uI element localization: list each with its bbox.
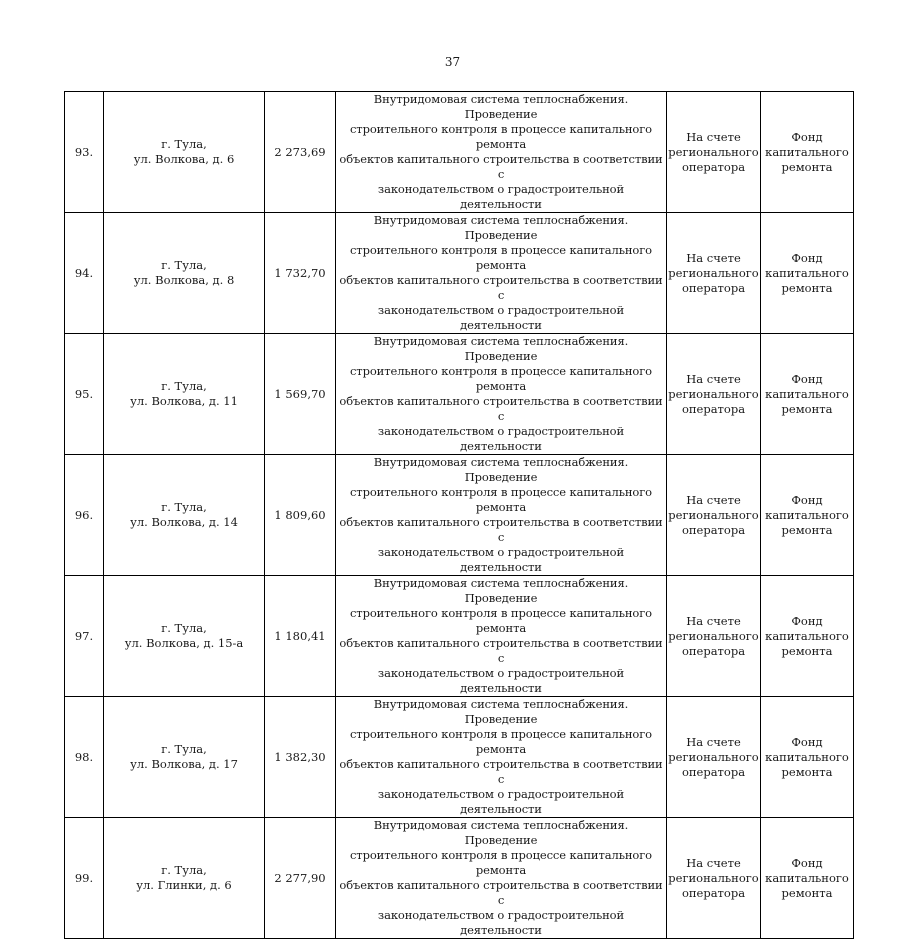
work-description-line: строительного контроля в процессе капитального ремонта: [349, 122, 653, 151]
address-street: ул. Волкова, д. 11: [130, 394, 238, 408]
row-number-cell: [65, 455, 104, 576]
address-street: ул. Волкова, д. 6: [133, 152, 235, 166]
account-holder-cell: [667, 213, 761, 334]
table-row: [65, 213, 854, 334]
address-city: г. Тула,: [161, 258, 207, 272]
table-row: [65, 818, 854, 939]
account-holder-line: регионального: [668, 144, 759, 159]
area-value: 1 569,70: [274, 386, 326, 401]
address-city: г. Тула,: [161, 500, 207, 514]
account-holder-line: регионального: [668, 507, 759, 522]
work-description-cell: [336, 92, 667, 213]
work-description-line: объектов капитального строительства в соответствии с: [339, 394, 663, 423]
address-cell: [104, 92, 265, 213]
area-value: 2 277,90: [274, 870, 326, 885]
funding-source-line: Фонд: [791, 250, 823, 265]
funding-source-line: капитального: [765, 144, 849, 159]
account-holder-line: На счете: [686, 734, 741, 749]
funding-source-line: ремонта: [781, 280, 833, 295]
account-holder-cell: [667, 92, 761, 213]
area-value: 1 180,41: [274, 628, 326, 643]
work-description-line: строительного контроля в процессе капитального ремонта: [349, 364, 653, 393]
table-row: [65, 697, 854, 818]
area-cell: [265, 213, 336, 334]
funding-source-cell: [761, 576, 854, 697]
address-cell: [104, 697, 265, 818]
table-row: [65, 334, 854, 455]
area-cell: [265, 576, 336, 697]
work-description-line: Внутридомовая система теплоснабжения. Проведение: [373, 576, 629, 605]
account-holder-line: оператора: [681, 401, 746, 416]
address-city: г. Тула,: [161, 379, 207, 393]
area-value: 1 382,30: [274, 749, 326, 764]
account-holder-line: оператора: [681, 643, 746, 658]
work-description-cell: [336, 576, 667, 697]
row-number-cell: [65, 92, 104, 213]
address-city: г. Тула,: [161, 137, 207, 151]
funding-source-line: Фонд: [791, 613, 823, 628]
work-description-cell: [336, 334, 667, 455]
work-description-line: объектов капитального строительства в соответствии с: [339, 515, 663, 544]
row-number: 93.: [74, 144, 94, 159]
row-number: 95.: [74, 386, 94, 401]
account-holder-cell: [667, 334, 761, 455]
area-cell: [265, 697, 336, 818]
funding-source-line: Фонд: [791, 734, 823, 749]
work-description-line: объектов капитального строительства в соответствии с: [339, 636, 663, 665]
table-row: [65, 576, 854, 697]
area-cell: [265, 455, 336, 576]
funding-source-line: Фонд: [791, 129, 823, 144]
funding-source-cell: [761, 334, 854, 455]
table-row: [65, 455, 854, 576]
account-holder-line: На счете: [686, 371, 741, 386]
account-holder-line: оператора: [681, 280, 746, 295]
work-description-line: Внутридомовая система теплоснабжения. Проведение: [373, 213, 629, 242]
funding-source-line: ремонта: [781, 401, 833, 416]
account-holder-line: регионального: [668, 870, 759, 885]
funding-source-line: ремонта: [781, 159, 833, 174]
work-description-line: законодательством о градостроительной деятельности: [377, 787, 625, 816]
row-number-cell: [65, 334, 104, 455]
work-description-cell: [336, 213, 667, 334]
work-description-line: строительного контроля в процессе капитального ремонта: [349, 606, 653, 635]
work-description-cell: [336, 697, 667, 818]
work-description-line: объектов капитального строительства в соответствии с: [339, 878, 663, 907]
funding-source-line: Фонд: [791, 855, 823, 870]
work-description-line: строительного контроля в процессе капитального ремонта: [349, 243, 653, 272]
work-description-line: законодательством о градостроительной деятельности: [377, 303, 625, 332]
funding-source-line: капитального: [765, 628, 849, 643]
work-description-line: объектов капитального строительства в соответствии с: [339, 757, 663, 786]
address-street: ул. Волкова, д. 14: [130, 515, 238, 529]
row-number-cell: [65, 697, 104, 818]
work-description-line: Внутридомовая система теплоснабжения. Проведение: [373, 697, 629, 726]
account-holder-line: регионального: [668, 749, 759, 764]
work-description-line: объектов капитального строительства в соответствии с: [339, 273, 663, 302]
work-description-line: законодательством о градостроительной деятельности: [377, 182, 625, 211]
work-description-line: законодательством о градостроительной деятельности: [377, 545, 625, 574]
area-value: 1 732,70: [274, 265, 326, 280]
account-holder-line: оператора: [681, 764, 746, 779]
address-city: г. Тула,: [161, 863, 207, 877]
account-holder-line: На счете: [686, 250, 741, 265]
funding-source-line: капитального: [765, 749, 849, 764]
account-holder-line: На счете: [686, 492, 741, 507]
account-holder-cell: [667, 576, 761, 697]
funding-source-line: ремонта: [781, 643, 833, 658]
address-street: ул. Волкова, д. 8: [133, 273, 235, 287]
work-description-line: законодательством о градостроительной деятельности: [377, 424, 625, 453]
table-row: [65, 92, 854, 213]
account-holder-line: регионального: [668, 628, 759, 643]
account-holder-line: регионального: [668, 386, 759, 401]
funding-source-line: Фонд: [791, 371, 823, 386]
page-number: 37: [444, 55, 461, 69]
address-cell: [104, 213, 265, 334]
account-holder-line: оператора: [681, 522, 746, 537]
address-street: ул. Волкова, д. 17: [130, 757, 238, 771]
funding-source-line: капитального: [765, 386, 849, 401]
area-cell: [265, 92, 336, 213]
address-cell: [104, 818, 265, 939]
area-cell: [265, 818, 336, 939]
row-number: 98.: [74, 749, 94, 764]
area-value: 1 809,60: [274, 507, 326, 522]
funding-source-cell: [761, 213, 854, 334]
address-city: г. Тула,: [161, 621, 207, 635]
work-description-line: объектов капитального строительства в соответствии с: [339, 152, 663, 181]
funding-source-line: ремонта: [781, 885, 833, 900]
work-description-line: Внутридомовая система теплоснабжения. Проведение: [373, 92, 629, 121]
funding-source-line: капитального: [765, 265, 849, 280]
account-holder-line: На счете: [686, 855, 741, 870]
funding-source-cell: [761, 92, 854, 213]
address-cell: [104, 455, 265, 576]
address-cell: [104, 334, 265, 455]
work-description-line: Внутридомовая система теплоснабжения. Проведение: [373, 818, 629, 847]
address-city: г. Тула,: [161, 742, 207, 756]
work-description-line: строительного контроля в процессе капитального ремонта: [349, 485, 653, 514]
funding-source-cell: [761, 697, 854, 818]
funding-source-line: капитального: [765, 870, 849, 885]
row-number-cell: [65, 213, 104, 334]
repair-registry-table: [64, 91, 854, 939]
address-street: ул. Волкова, д. 15-а: [124, 636, 244, 650]
row-number-cell: [65, 818, 104, 939]
work-description-cell: [336, 818, 667, 939]
area-value: 2 273,69: [274, 144, 326, 159]
address-cell: [104, 576, 265, 697]
work-description-line: строительного контроля в процессе капитального ремонта: [349, 727, 653, 756]
row-number: 99.: [74, 870, 94, 885]
funding-source-cell: [761, 818, 854, 939]
funding-source-cell: [761, 455, 854, 576]
funding-source-line: капитального: [765, 507, 849, 522]
account-holder-cell: [667, 455, 761, 576]
account-holder-line: На счете: [686, 129, 741, 144]
funding-source-line: ремонта: [781, 522, 833, 537]
account-holder-line: На счете: [686, 613, 741, 628]
account-holder-line: оператора: [681, 885, 746, 900]
funding-source-line: ремонта: [781, 764, 833, 779]
account-holder-line: оператора: [681, 159, 746, 174]
funding-source-line: Фонд: [791, 492, 823, 507]
account-holder-line: регионального: [668, 265, 759, 280]
table-body: [65, 92, 854, 939]
work-description-line: законодательством о градостроительной деятельности: [377, 666, 625, 695]
row-number: 97.: [74, 628, 94, 643]
work-description-line: Внутридомовая система теплоснабжения. Проведение: [373, 455, 629, 484]
area-cell: [265, 334, 336, 455]
work-description-cell: [336, 455, 667, 576]
account-holder-cell: [667, 697, 761, 818]
row-number-cell: [65, 576, 104, 697]
row-number: 94.: [74, 265, 94, 280]
row-number: 96.: [74, 507, 94, 522]
address-street: ул. Глинки, д. 6: [136, 878, 232, 892]
work-description-line: Внутридомовая система теплоснабжения. Проведение: [373, 334, 629, 363]
account-holder-cell: [667, 818, 761, 939]
work-description-line: строительного контроля в процессе капитального ремонта: [349, 848, 653, 877]
work-description-line: законодательством о градостроительной деятельности: [377, 908, 625, 937]
